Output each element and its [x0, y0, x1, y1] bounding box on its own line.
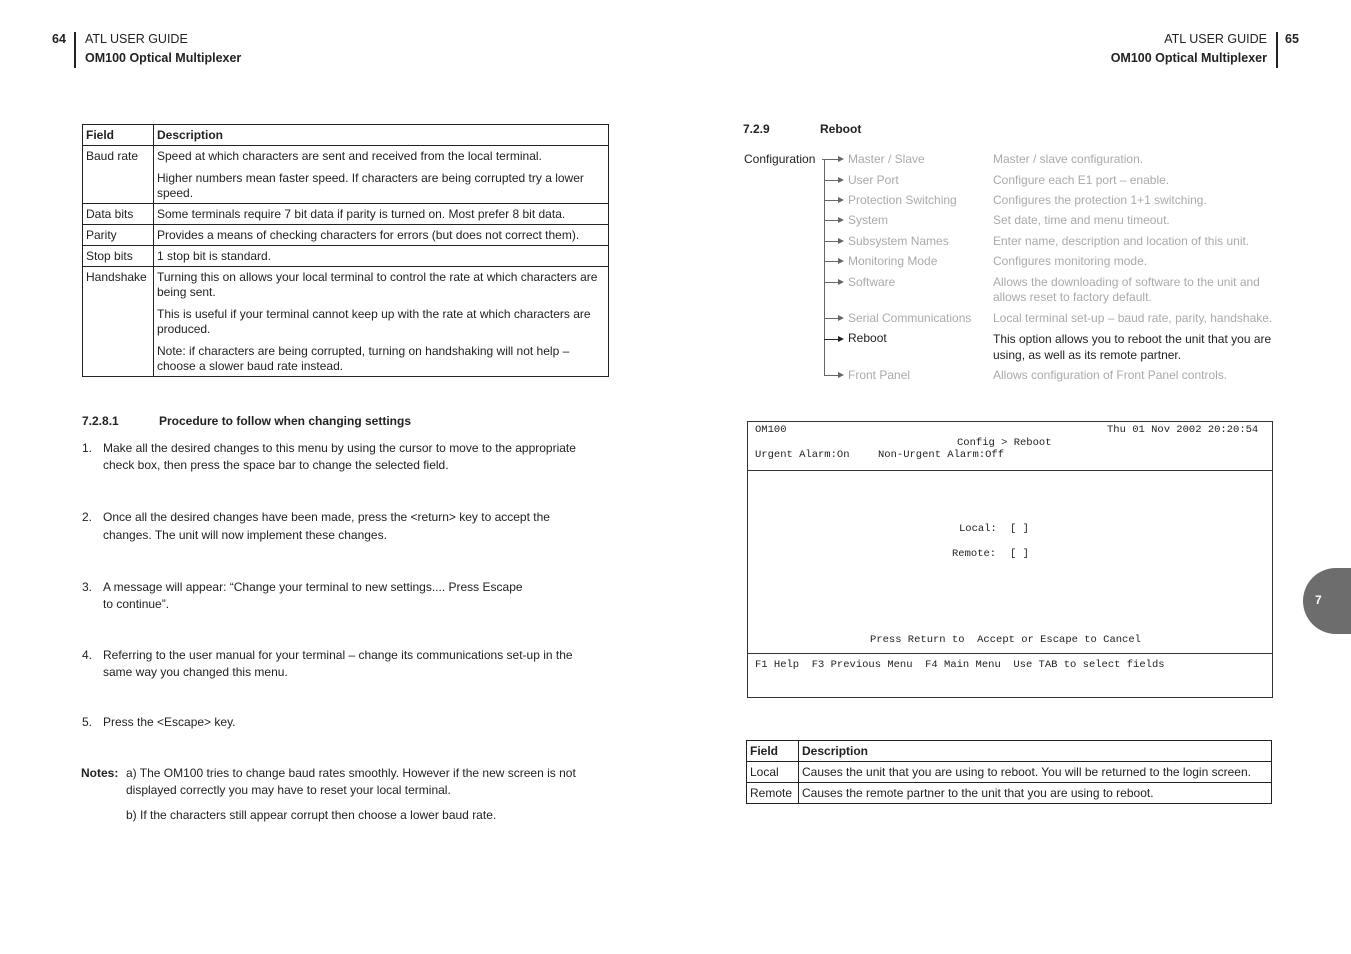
menu-item-description: Enter name, description and location of this unit.: [993, 234, 1250, 248]
table-row: [83, 267, 609, 377]
arrow-icon: [838, 156, 844, 162]
description-text: Speed at which characters are sent and received from the local terminal.: [157, 149, 542, 163]
terminal-device-name: OM100: [755, 424, 787, 436]
description-text: Higher numbers mean faster speed. If characters are being corrupted try a lower speed.: [157, 171, 584, 200]
notes-label: Notes:: [81, 766, 119, 780]
menu-item-system: System: [848, 213, 889, 227]
menu-item-subsystem-names: Subsystem Names: [848, 234, 949, 248]
section-number: 7.2.8.1: [82, 414, 119, 428]
step-number: 5.: [82, 715, 93, 729]
menu-item-reboot: Reboot: [848, 331, 887, 345]
table-row: [83, 225, 609, 246]
terminal-divider: [748, 653, 1272, 654]
table-row: [83, 146, 609, 204]
left-header-subtitle: OM100 Optical Multiplexer: [85, 51, 242, 65]
table-cell-description: [154, 267, 609, 377]
description-text: This is useful if your terminal cannot keep up with the rate at which characters are produced.: [157, 307, 591, 336]
description-text: 1 stop bit is standard.: [157, 249, 272, 263]
terminal-non-urgent-alarm: Non-Urgent Alarm:Off: [878, 449, 1005, 461]
table-header-description: Description: [154, 125, 609, 146]
step-number: 2.: [82, 510, 93, 524]
menu-item-software: Software: [848, 275, 896, 289]
terminal-local-label: Local:: [959, 523, 997, 535]
terminal-breadcrumb: Config > Reboot: [957, 437, 1052, 449]
description-text: Turning this on allows your local terminal to control the rate at which characters are being sent.: [157, 270, 598, 299]
table-row: [83, 204, 609, 225]
table-cell-field: Baud rate: [83, 146, 154, 204]
arrow-icon: [838, 372, 844, 378]
step-number: 3.: [82, 580, 93, 594]
step-line: A message will appear: “Change your terminal to new settings.... Press Escape: [103, 580, 523, 594]
table-cell-field: Handshake: [83, 267, 154, 377]
right-header-divider: [1276, 32, 1278, 68]
menu-item-master-slave: Master / Slave: [848, 152, 925, 166]
right-page-number: 65: [1285, 32, 1299, 46]
table-header-field: Field: [83, 125, 154, 146]
table-cell-field: Local: [747, 762, 799, 783]
terminal-footer-keys: F1 Help F3 Previous Menu F4 Main Menu Use TAB to select fields: [755, 659, 1165, 671]
terminal-local-checkbox[interactable]: [ ]: [1010, 523, 1029, 535]
arrow-icon: [838, 258, 844, 264]
table-header-row: [747, 741, 1272, 762]
table-cell-description: [154, 225, 609, 246]
description-text: Some terminals require 7 bit data if parity is turned on. Most prefer 8 bit data.: [157, 207, 566, 221]
table-row: [83, 246, 609, 267]
table-header-field: Field: [747, 741, 799, 762]
description-text: Provides a means of checking characters for errors (but does not correct them).: [157, 228, 580, 242]
table-cell-description: [154, 204, 609, 225]
right-header-subtitle: OM100 Optical Multiplexer: [1110, 51, 1267, 65]
table-cell-description: [154, 146, 609, 204]
step-line: Once all the desired changes have been made, press the <return> key to accept the: [103, 510, 550, 524]
menu-item-description: This option allows you to reboot the unit that you are using, as well as its remote partner.: [993, 332, 1272, 362]
step-line: check box, then press the space bar to change the selected field.: [103, 458, 449, 472]
note-a-line: displayed correctly you may have to reset your local terminal.: [126, 783, 451, 797]
step-number: 4.: [82, 648, 93, 662]
arrow-icon: [838, 238, 844, 244]
table-row: [747, 783, 1272, 804]
table-cell-field: Stop bits: [83, 246, 154, 267]
menu-item-monitoring-mode: Monitoring Mode: [848, 254, 938, 268]
step-line: Make all the desired changes to this menu by using the cursor to move to the appropriate: [103, 441, 576, 455]
step-line: changes. The unit will now implement these changes.: [103, 528, 387, 542]
table-header-description: Description: [799, 741, 1272, 762]
terminal-remote-label: Remote:: [952, 548, 997, 560]
terminal-prompt: Press Return to Accept or Escape to Cancel: [870, 634, 1141, 646]
terminal-urgent-alarm: Urgent Alarm:On: [755, 449, 850, 461]
step-line: Referring to the user manual for your terminal – change its communications set-up in the: [103, 648, 573, 662]
table-cell-field: Parity: [83, 225, 154, 246]
menu-root-configuration: Configuration: [744, 152, 816, 166]
step-number: 1.: [82, 441, 93, 455]
note-b-line: b) If the characters still appear corrupt then choose a lower baud rate.: [126, 808, 497, 822]
terminal-datetime: Thu 01 Nov 2002 20:20:54: [1107, 424, 1259, 436]
menu-item-description: Configures monitoring mode.: [993, 254, 1148, 268]
arrow-icon: [838, 177, 844, 183]
arrow-icon: [838, 197, 844, 203]
arrow-icon: [838, 315, 844, 321]
section-number: 7.2.9: [743, 122, 770, 136]
menu-item-description: Set date, time and menu timeout.: [993, 213, 1170, 227]
settings-field-table: [82, 124, 609, 377]
step-line: same way you changed this menu.: [103, 665, 288, 679]
table-cell-description: Causes the remote partner to the unit that you are using to reboot.: [799, 783, 1272, 804]
arrow-icon: [838, 336, 844, 342]
left-page-number: 64: [52, 32, 66, 46]
table-row: [747, 762, 1272, 783]
right-header-title: ATL USER GUIDE: [1164, 32, 1267, 46]
menu-item-description: Allows configuration of Front Panel controls.: [993, 368, 1228, 382]
table-header-row: [83, 125, 609, 146]
note-a-line: a) The OM100 tries to change baud rates smoothly. However if the new screen is not: [126, 766, 576, 780]
chapter-tab: [1303, 568, 1351, 634]
menu-item-protection-switching: Protection Switching: [848, 193, 957, 207]
arrow-icon: [838, 279, 844, 285]
table-cell-field: Data bits: [83, 204, 154, 225]
left-header-divider: [74, 32, 76, 68]
arrow-icon: [838, 217, 844, 223]
menu-item-description: Configures the protection 1+1 switching.: [993, 193, 1207, 207]
menu-trunk-line: [824, 159, 825, 375]
terminal-remote-checkbox[interactable]: [ ]: [1010, 548, 1029, 560]
menu-item-description: Master / slave configuration.: [993, 152, 1144, 166]
left-header-title: ATL USER GUIDE: [85, 32, 188, 46]
table-cell-field: Remote: [747, 783, 799, 804]
reboot-field-table: [746, 740, 1272, 804]
table-cell-description: [154, 246, 609, 267]
menu-item-description: Local terminal set-up – baud rate, parity, handshake.: [993, 311, 1273, 325]
menu-item-serial-communications: Serial Communications: [848, 311, 972, 325]
step-line: to continue”.: [103, 597, 170, 611]
menu-item-description: Configure each E1 port – enable.: [993, 173, 1170, 187]
section-title: Procedure to follow when changing settings: [159, 414, 412, 428]
step-line: Press the <Escape> key.: [103, 715, 236, 729]
terminal-divider: [748, 470, 1272, 471]
description-text: Note: if characters are being corrupted, turning on handshaking will not help – choose a slower baud rate instead.: [157, 344, 570, 373]
table-cell-description: Causes the unit that you are using to reboot. You will be returned to the login screen.: [799, 762, 1272, 783]
section-title: Reboot: [820, 122, 862, 136]
menu-item-description: Allows the downloading of software to the unit and allows reset to factory default.: [993, 275, 1260, 304]
menu-item-user-port: User Port: [848, 173, 899, 187]
menu-item-front-panel: Front Panel: [848, 368, 911, 382]
chapter-tab-number: 7: [1315, 593, 1322, 607]
